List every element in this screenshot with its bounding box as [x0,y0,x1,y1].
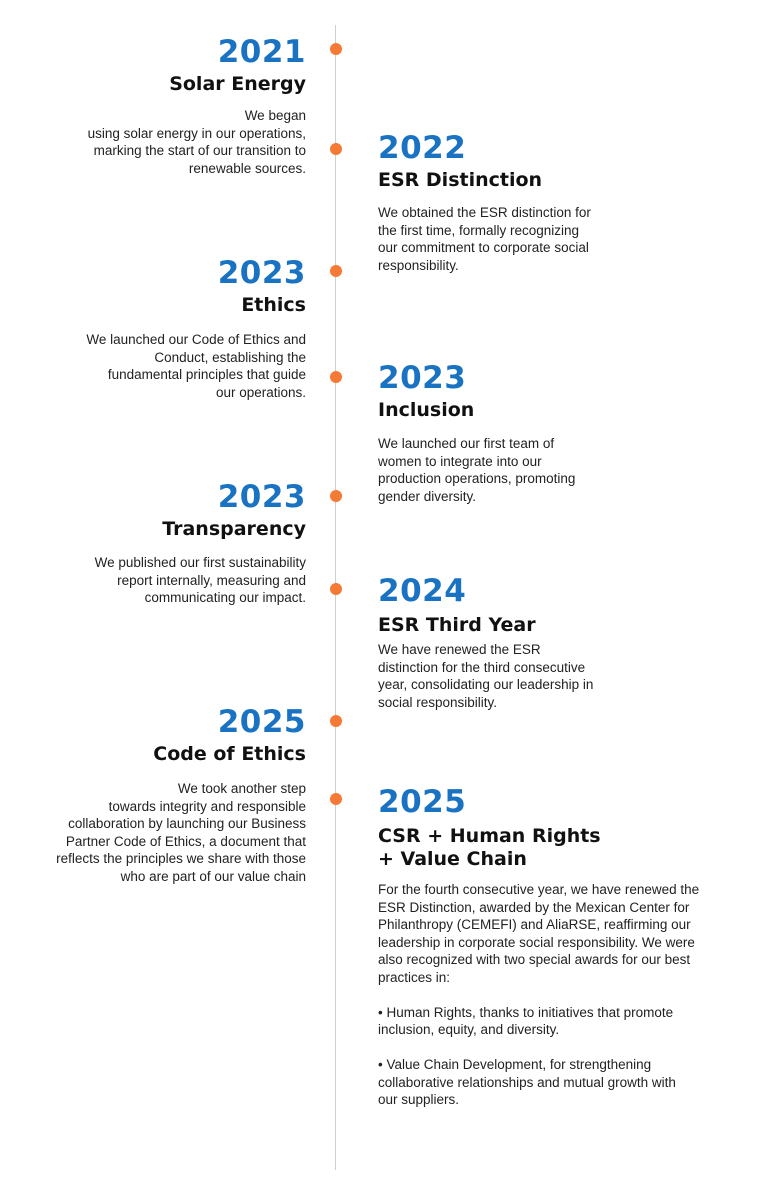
milestone-year: 2025 [378,784,467,820]
milestone-2023-ethics [86,256,306,401]
timeline-dot-2025-code [330,715,342,727]
milestone-title: Solar Energy [169,73,306,95]
milestone-2025-code-of-ethics [56,705,306,885]
milestone-year: 2025 [217,704,306,740]
milestone-year: 2021 [217,34,306,70]
timeline-axis [335,25,336,1170]
milestone-2023-inclusion [378,361,575,505]
milestone-description: For the fourth consecutive year, we have renewed the ESR Distinction, awarded by the Mexican Center for Philanthropy (CEMEFI) and AliaRSE, reaffirming our leadership in corporate social responsibility. We were also recognized with two special awards for our best practices in: • Human Rights, thanks to initiatives that promote inclusion, equity, and diversity. • Value Chain Development, for strengthening collaborative relationships and mutual growth with our suppliers. [378,882,700,1107]
milestone-title: ESR Third Year [378,614,536,636]
timeline-dot-2023-inclusion [330,371,342,383]
milestone-year: 2022 [378,130,467,166]
timeline-dot-2021 [330,43,342,55]
milestone-year: 2023 [217,479,306,515]
milestone-2022-esr-distinction [378,131,591,274]
timeline-dot-2022 [330,143,342,155]
milestone-2021-solar-energy [88,35,306,177]
milestone-title: Transparency [162,518,306,540]
milestone-description: We published our first sustainability report internally, measuring and communicating our impact. [94,555,306,605]
milestone-description: We obtained the ESR distinction for the first time, formally recognizing our commitment to corporate social responsibility. [378,205,591,273]
milestone-description: We took another step towards integrity and responsible collaboration by launching our Business Partner Code of Ethics, a document that reflects the principles we share with those who are part of our value chain [56,781,306,884]
milestone-description: We launched our first team of women to integrate into our production operations, promoting gender diversity. [378,436,576,504]
milestone-year: 2023 [217,255,306,291]
milestone-description: We have renewed the ESR distinction for the third consecutive year, consolidating our leadership in social responsibility. [378,642,594,710]
milestone-title: Ethics [241,294,306,316]
timeline-dot-2023-transparency [330,490,342,502]
milestone-title: Inclusion [378,399,475,421]
milestone-title: Code of Ethics [153,743,306,765]
timeline-dot-2024 [330,583,342,595]
milestone-2024-esr-third-year [378,574,593,711]
milestone-description: We began using solar energy in our operations, marking the start of our transition to renewable sources. [87,108,306,176]
milestone-description: We launched our Code of Ethics and Conduct, establishing the fundamental principles that guide our operations. [86,332,306,400]
milestone-title: CSR + Human Rights + Value Chain [378,825,601,870]
milestone-2025-csr-human-rights [378,785,699,1109]
milestone-2023-transparency [95,480,306,607]
timeline-dot-2023-ethics [330,265,342,277]
milestone-title: ESR Distinction [378,169,543,191]
milestone-year: 2023 [378,360,467,396]
timeline-dot-2025-csr [330,793,342,805]
milestone-year: 2024 [378,573,467,609]
